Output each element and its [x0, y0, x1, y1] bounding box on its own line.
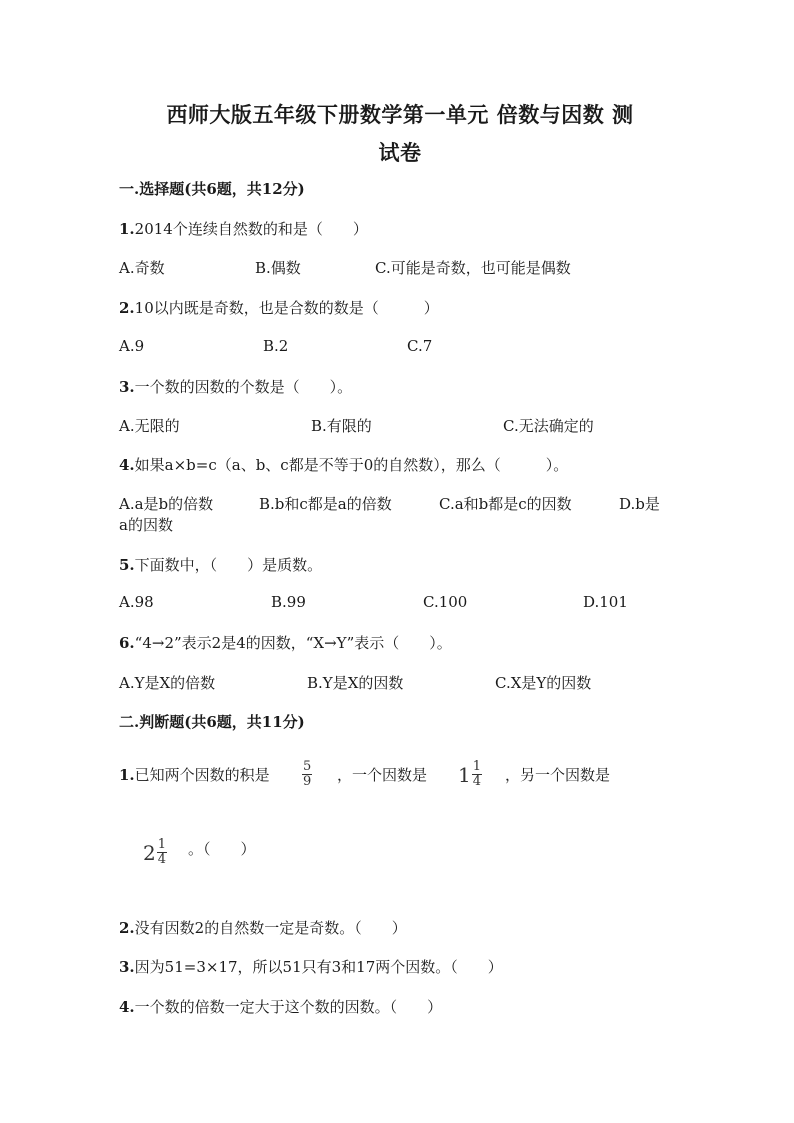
answer-bracket: 。（ ）	[188, 840, 256, 858]
option-c: C.无法确定的	[503, 417, 594, 435]
option-a: A.奇数	[119, 259, 165, 277]
question-text: 没有因数2的自然数一定是奇数。（ ）	[134, 919, 407, 937]
option-c: C.可能是奇数，也可能是偶数	[375, 259, 571, 277]
option-c: C.a和b都是c的因数	[439, 495, 572, 513]
option-b: B.2	[263, 337, 289, 355]
option-a: A.a是b的倍数	[119, 495, 214, 513]
option-a: A.无限的	[119, 417, 180, 435]
question-6	[119, 632, 452, 653]
question-number: 4.	[119, 998, 135, 1016]
question-text: 因为51=3×17，所以51只有3和17两个因数。（ ）	[134, 958, 503, 976]
question-text-part1: 已知两个因数的积是	[134, 766, 270, 784]
option-d: D.101	[583, 593, 628, 611]
judgement-2	[119, 917, 407, 938]
question-text-part3: ，另一个因数是	[505, 766, 611, 784]
option-c: C.X是Y的因数	[495, 674, 592, 692]
question-number: 1.	[119, 766, 135, 784]
section-heading-judgement: 二.判断题(共6题，共11分)	[119, 713, 305, 731]
option-c: C.7	[407, 337, 433, 355]
fraction-numerator: 5	[303, 759, 312, 774]
question-2	[119, 297, 439, 318]
mixed-whole: 1	[458, 762, 471, 787]
option-b: B.偶数	[255, 259, 301, 277]
fraction-denominator: 4	[157, 852, 167, 867]
question-text: 10以内既是奇数，也是合数的数是（ ）	[134, 299, 439, 317]
question-number: 6.	[119, 634, 135, 652]
question-1	[119, 218, 368, 239]
question-number: 2.	[119, 299, 135, 317]
section-heading-choice: 一.选择题(共6题，共12分)	[119, 180, 305, 198]
option-b: B.Y是X的因数	[307, 674, 404, 692]
mixed-whole: 2	[143, 840, 156, 865]
option-b: B.b和c都是a的倍数	[259, 495, 392, 513]
judgement-4	[119, 996, 442, 1017]
judgement-3	[119, 956, 503, 977]
question-text: “4→2”表示2是4的因数，“X→Y”表示（ ）。	[134, 634, 452, 652]
question-3	[119, 376, 352, 397]
page-title	[120, 96, 680, 172]
option-a: A.98	[119, 593, 154, 611]
option-b: B.99	[271, 593, 306, 611]
question-number: 2.	[119, 919, 135, 937]
question-5	[119, 554, 322, 575]
fraction-numerator: 1	[157, 837, 167, 852]
option-a: A.9	[119, 337, 145, 355]
option-a: A.Y是X的倍数	[119, 674, 216, 692]
mixed-number-one-and-quarter	[458, 760, 482, 789]
question-number: 1.	[119, 220, 135, 238]
question-text: 一个数的因数的个数是（ ）。	[134, 378, 353, 396]
question-text-part2: ，一个因数是	[337, 766, 428, 784]
question-number: 4.	[119, 456, 135, 474]
question-number: 3.	[119, 378, 135, 396]
title-line-1: 西师大版五年级下册数学第一单元 倍数与因数 测	[166, 102, 634, 127]
title-line-2: 试卷	[378, 140, 422, 165]
question-number: 5.	[119, 556, 135, 574]
question-number: 3.	[119, 958, 135, 976]
judgement-1	[119, 764, 270, 785]
option-d: D.b是	[619, 495, 660, 513]
fraction-denominator: 9	[303, 774, 312, 789]
question-text: 一个数的倍数一定大于这个数的因数。（ ）	[134, 998, 443, 1016]
option-c: C.100	[423, 593, 468, 611]
option-d-continued: a的因数	[119, 516, 173, 534]
question-4	[119, 454, 568, 475]
question-text: 2014个连续自然数的和是（ ）	[134, 220, 368, 238]
question-text: 下面数中，（ ）是质数。	[134, 556, 323, 574]
fraction-numerator: 1	[472, 759, 482, 774]
fraction-five-ninths	[302, 760, 312, 789]
fraction-denominator: 4	[472, 774, 482, 789]
mixed-number-two-and-quarter	[143, 838, 167, 867]
option-b: B.有限的	[311, 417, 372, 435]
question-text: 如果a×b=c（a、b、c都是不等于0的自然数），那么（ ）。	[134, 456, 569, 474]
